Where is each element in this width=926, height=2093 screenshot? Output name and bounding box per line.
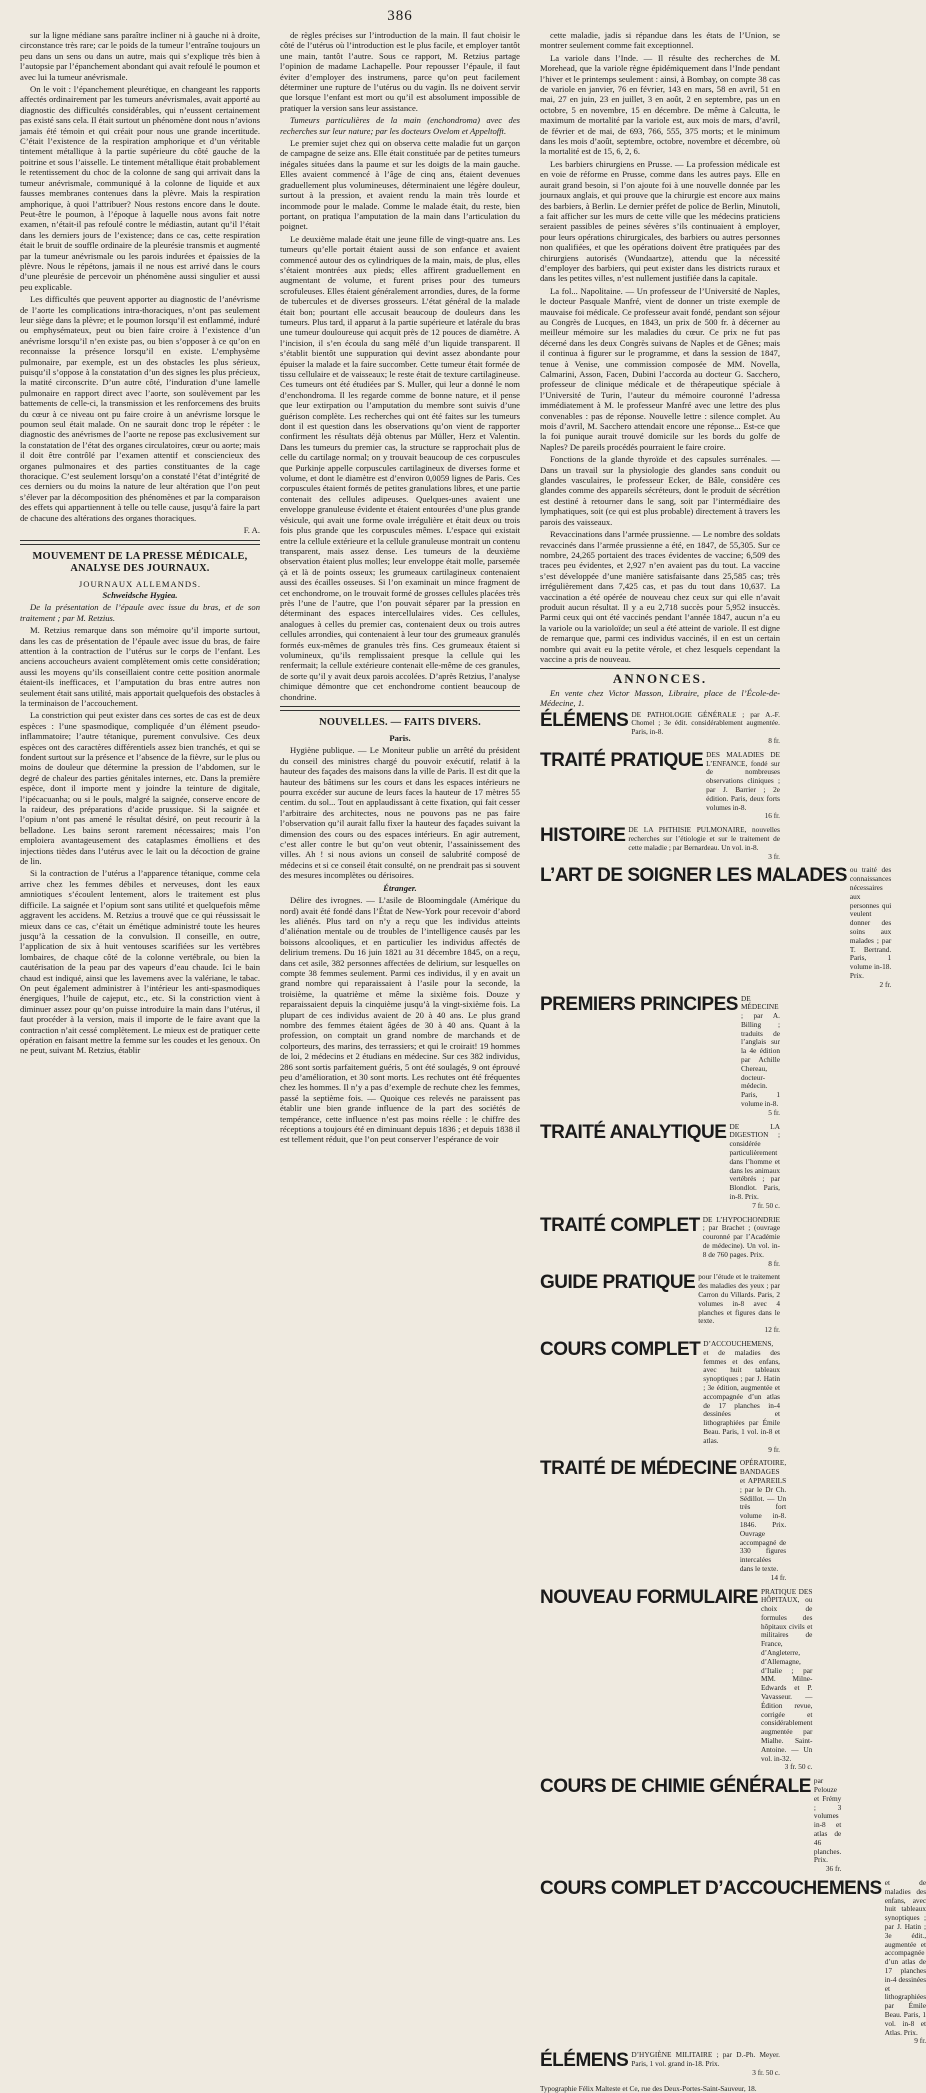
ad-title: L’ART DE SOIGNER LES MALADES <box>540 865 847 887</box>
advertisement <box>540 865 892 989</box>
divider <box>540 668 780 669</box>
ad-price: 3 fr. 50 c. <box>784 1762 813 1772</box>
advertisement <box>540 1340 780 1454</box>
divider <box>280 706 520 707</box>
ad-price: 2 fr. <box>879 979 892 989</box>
ad-title: COURS COMPLET <box>540 1338 701 1360</box>
section-subheading: JOURNAUX ALLEMANDS. <box>78 578 202 589</box>
paragraph: Revaccinations dans l’armée prussienne. — Le nombre des soldats revaccinés dans l’armée prussienne a été, en 1847, de 55,305. Sur ce nombre, 24,265 portaient des traces évidentes de vaccine; 6,509 des traces peu évidentes, et 2,927 n’en avaient pas du tout. La vaccine s’est développée d’une manière satisfaisante dans 25,585 cas; très irrégulièrement dans 7,425 cas, et pas du tout dans 10,637. La vaccination a été opérée de nouveau chez ceux sur qui elle n’avait produit aucun résultat. Il y a eu 2,718 succès pour 5,952 insuccès. Parmi ceux qui ont été vaccinés pendant l’année 1847, aucun n’a eu la variole ou la varioloïde; un seul a été atteint de variole. Il est digne de remarque que, parmi ces individus vaccinés, il en est un certain nombre qui avait eu la petite vérole, et chez lesquels cependant la vaccine a pris de nouveau. <box>540 529 780 664</box>
printer-footer: Typographie Félix Malteste et Ce, rue des Deux-Portes-Saint-Sauveur, 18. <box>540 2083 757 2093</box>
ad-description <box>698 1273 780 1335</box>
ad-description-text: DE L’HYPOCHONDRIE ; par Brachet ; (ouvrage couronné par l’Académie de médecine). Un vol. in-8 de 760 pages. Prix. <box>702 1214 780 1259</box>
divider <box>20 544 260 545</box>
ad-description <box>885 1879 926 2046</box>
ad-description <box>703 1216 780 1269</box>
ad-description-text: DE MÉDECINE ; par A. Billing ; traduits de l’anglais sur la 4e édition par Achille Chereau, docteur-médecin. Paris, 1 volume in-8. <box>740 993 780 1109</box>
ad-title: PREMIERS PRINCIPES <box>540 993 738 1015</box>
ad-description-text: DE LA DIGESTION ; considérée particulièrement dans l’homme et dans les animaux vertébrés ; par Blondlot. Paris, in-8. Prix. <box>729 1121 780 1202</box>
advertisement <box>540 826 780 861</box>
paragraph: Les difficultés que peuvent apporter au diagnostic de l’anévrisme de l’aorte les complications intra-thoraciques, n’ont pas seulement leur siège dans la plèvre; et le poumon lorsqu’il est enflammé, induré ou emphysémateux, peut ou bien faire croire à l’existence d’un anévrisme lorsqu’il n’en existe pas, ou bien s’opposer à ce qu’on en reconnaisse la présence lorsqu’il en existe. L’emphysème pulmonaire, par exemple, est un des obstacles les plus sérieux, puisqu’il s’oppose à la constatation d’un des signes les plus précieux, la matité circonscrite. D’un autre côté, l’induration d’une lamelle pulmonaire en rapport direct avec l’aorte, son soulèvement par les battements de celle-ci, la transmission et les renforcemens des bruits du cœur à ce niveau ont pu faire croire à un anévrisme lorsque le poumon seul était malade. On ne saurait donc trop le répéter : le diagnostic des anévrismes de l’aorte ne repose pas exclusivement sur la constatation de l’état des organes circulatoires, cœur ou aorte; mais il doit être contrôlé par l’examen attentif et consciencieux des organes pulmonaires et des parties constituantes de la cage thoracique. C’est seulement lorsqu’on a constaté l’état d’intégrité de ces derniers ou du moins la nature de leur altération que l’on peut s’élever par la décomposition des phénomènes et par la comparaison des effets qui appartiennent à telle ou telle cause, jusqu’à faire la part de chacune des altérations des organes thoraciques. <box>20 294 260 523</box>
paragraph: Fonctions de la glande thyroïde et des capsules surrénales. — Dans un travail sur la physiologie des glandes sans conduit ou glandes vasculaires, le professeur Ecker, de Bâle, considère ces glandes comme des appareils sécréteurs, dont le produit de sécrétion est destiné à retourner dans le sang, soit par l’intermédiaire des lymphatiques, soit (ce qui est plus probable) directement à travers les parois des vaisseaux. <box>540 454 780 527</box>
ad-title: TRAITÉ PRATIQUE <box>540 749 704 771</box>
ad-price: 7 fr. 50 c. <box>752 1200 780 1210</box>
column-1 <box>20 30 260 1110</box>
ad-description-text: et de maladies des enfans, avec huit tableaux synoptiques ; par J. Hatin ; 3e édit., augmentée et accompagnée d’un atlas de 17 planches in-4 dessinées et lithographiées par Émile Beau. Paris, 1 vol. in-8 et Atlas. Prix. <box>884 1878 926 2037</box>
ad-description <box>729 1123 780 1211</box>
ad-description <box>741 995 780 1118</box>
ad-description <box>761 1588 812 1773</box>
ad-title: TRAITÉ COMPLET <box>540 1214 700 1236</box>
ad-title: ÉLÉMENS <box>540 2050 629 2072</box>
ad-title: COURS DE CHIMIE GÉNÉRALE <box>540 1776 811 1798</box>
column-3 <box>540 30 926 2093</box>
paragraph: cette maladie, jadis si répandue dans les états de l’Union, se montrer seulement comme fait exceptionnel. <box>540 30 780 51</box>
signature: F. A. <box>243 525 260 536</box>
ad-price: 36 fr. <box>825 1864 842 1874</box>
ads-intro: En vente chez Victor Masson, Libraire, place de l’École-de-Médecine, 1. <box>540 687 780 709</box>
advertisement <box>540 995 780 1118</box>
news-paris-heading: Paris. <box>389 733 411 743</box>
ad-description-text: pour l’étude et le traitement des maladies des yeux ; par Carron du Villards. Paris, 2 volumes in-8 avec 4 planches et figures dans le texte. <box>698 1272 780 1326</box>
ad-price: 3 fr. <box>768 851 780 861</box>
ad-price: 12 fr. <box>764 1325 780 1335</box>
paragraph: Le premier sujet chez qui on observa cette maladie fut un garçon de campagne de seize ans. Elle était constituée par de petites tumeurs inégales situées dans la paume et sur les doigts de la main gauche. Elles avaient commencé à l’âge de cinq ans, étaient devenues graduellement plus volumineuses, déterminaient une légère douleur, surtout à la pression, et avaient rendu la main très lourde et incommode pour le malade. Comme le malade était, du reste, bien portant, on pratiqua l’amputation de la main dans l’articulation du poignet. <box>280 138 520 232</box>
news-foreign-heading: Étranger. <box>383 882 417 893</box>
news-heading: NOUVELLES. — FAITS DIVERS. <box>319 717 481 728</box>
paragraph: Le deuxième malade était une jeune fille de vingt-quatre ans. Les tumeurs qu’elle portait étaient aussi de son enfance et avaient commencé autour des os cylindriques de la main, mais, de plus, elles s’étaient montrées aux pieds; elles affirent graduellement en augmentant de volume, et furent prises pour des tumeurs scrofuleuses. Elles étaient généralement arrondies, dures, de la forme de tubercules et de diverses grosseurs. L’état général de la malade était bon; pourtant elle accusait beaucoup de douleurs dans les tumeurs. Plus tard, il apparut à la partie supérieure et latérale du bras une tumeur douloureuse qui acquit près de 12 pouces de diamètre. A l’incision, il s’en écoula du sang mêlé d’un liquide transparent. Il s’établit bientôt une suppuration qui devint assez abondante pour épuiser la malade et la faire succomber. Cette tumeur était formée de tissu cellulaire et de vaisseaux; le reste était de texture cartilagineuse. Ces tumeurs ont été étudiées par S. Muller, qui leur a donné le nom d’enchondroma. Il les regarde comme de bonne nature, et il pense que leur extirpation ou l’amputation du membre sont suivis d’une guérison complète. Les recherches qui ont été faites sur les tumeurs dont il est question dans les observations qu’on vient de rapporter confirment les résultats déjà obtenus par Müller, Herz et Valentin. Dans les tumeurs du premier cas, la structure se rapprochait plus de celle du cartilage normal; on y trouvait beaucoup de ces corpuscules que Purkinje appelle corpuscules cartilagineux de diverses forme et volume, et dont le diamètre est d’environ 0,0059 lignes de Paris. Ces corpuscules étaient formés de petites granulations libres, et une partie contenait des cellules adipeuses. Quelques-unes avaient une enveloppe granuleuse évidente et étaient entourées d’une plus grande vésicule, qui avait une forme ovale irrégulière et était deux ou trois fois plus grande que les corpuscules mêmes. L’espace qui existait entre la cellule extérieure et la cellule granuleuse montrait un contenu transparent, mais assez dense. Les tumeurs de la deuxième observation étaient plus molles; leur enveloppe était molle, parsemée çà et là de points osseux; les grumeaux cartilagineux contenaient aussi des écailles osseuses. Si l’on examinait un mince fragment de cet enchondrome, on le trouvait formé de grosses cellules placées très près l’une de l’autre, que l’on pouvait séparer par la pression en déterminant des espaces intercellulaires vides. Ces cellules, analogues à celles du premier cas, contenaient deux ou trois autres cellules arrondies, qui contenaient à leur tour des grumeaux granulés formés eux-mêmes de granules très fins. Ces grumeaux étaient si volumineux, qu’ils remplissaient presque la cellule qui les renfermait; la cellule extérieure contenait elle-même de ces granules, de sorte qu’il y avait deux parois accolées. D’après Retzius, l’analyse chimique démontre que cet enchondrome contient beaucoup de chondrine. <box>280 233 520 702</box>
ad-price: 9 fr. <box>768 1444 780 1454</box>
ad-description <box>814 1777 841 1874</box>
paragraph: La fol... Napolitaine. — Un professeur de l’Université de Naples, le docteur Pasquale Manfré, vient de donner un triste exemple de mauvaise foi médicale. Ce professeur avait fondé, pendant son séjour au Congrès de Lucques, en 1843, un prix de 500 fr. à décerner au meilleur mémoire sur les maladies du cœur. Ce prix ne fut pas décerné dans les deux Congrès suivans de Naples et de Gênes; mais il continua à figurer sur le programme, et dans la session de 1847, tenue à Venise, une commission composée de MM. Novella, Calmarini, Asson, Facen, Dubini l’accorda au docteur G. Sacchero, professeur de clinique médicale et de thérapeutique spéciale à l’Université de Turin, l’auteur du mémoire couronné l’adressa immédiatement à M. le professeur Manfré avec une lettre des plus convenables : pas de réponse. Nouvelle lettre : silence complet. Au mois d’avril, M. Sacchero attendait encore une réponse... Est-ce que la foi punique aurait trouvé domicile sur les bords du golfe de Naples? De pareils procédés pourraient le faire croire. <box>540 285 780 452</box>
paragraph: La constriction qui peut exister dans ces sortes de cas est de deux espèces : l’une spasmodique, compliquée d’un élément pseudo-inflammatoire; l’autre tétanique, purement convulsive. Ces deux espèces ont des caractères différentiels assez bien tranchés, et qui se fondent surtout sur la présence et l’absence de la fièvre, sur le plus ou moins de douleur que détermine la pression de l’abdomen, sur le degré de chaleur des parties génitales internes, etc. Dans la première espèce, dont il importe ment y joindre la teinture de digitale, l’ipécacuanha; ou si le pouls, malgré la saignée, conserve encore de la raideur, des préparations d’acide prussique. Si la saignée et l’opium n’ont pas amené le résultat désiré, on peut recourir à la belladone. Les bains seront rarement nécessaires; mais l’on emploiera avantageusement des cataplasmes émolliens et des injections tièdes dans l’utérus avec le lait ou la décoction de graine de lin. <box>20 710 260 867</box>
ad-description <box>703 1340 780 1454</box>
ads-heading: ANNONCES. <box>612 671 708 687</box>
advertisement <box>540 751 780 821</box>
advertisement <box>540 1273 780 1335</box>
ad-description-text: OPÉRATOIRE, BANDAGES et APPAREILS ; par le Dr Ch. Sédillot. — Un très fort volume in-8. 1846. Prix. Ouvrage accompagné de 330 figures intercalées dans le texte. <box>739 1458 787 1573</box>
ad-price: 16 fr. <box>764 811 780 821</box>
advertisement <box>540 1216 780 1269</box>
paragraph: Les barbiers chirurgiens en Prusse. — La profession médicale est en voie de réforme en Prusse, comme dans les autres pays. Elle en aurait grand besoin, si l’on ajoute foi à une nouvelle donnée par les journaux anglais, et qui prouve que la chirurgie est encore aux mains des barbiers, à Berlin. Le dernier préfet de police de Berlin, Minutoli, a fait afficher sur les murs de cette ville que les médecins praticiens seraient passibles de peines sévères s’ils continuaient à employer, pour leurs opérations chirurgicales, des barbiers ou autres personnes non qualifiées, et que les opérations doivent être pratiquées par des chirurgiens autorisés (Wundaartze), attendu que la nécessité d’employer des barbiers, qui peut exister dans les districts ruraux et dans les petites villes, n’est nullement justifiée dans la capitale. <box>540 158 780 284</box>
ad-description <box>740 1459 786 1582</box>
ad-description <box>631 2051 780 2077</box>
ad-description-text: D’ACCOUCHEMENS, et de maladies des femmes et des enfans, avec huit tableaux synoptiques ; par J. Hatin ; 3e édition, augmentée et accompagnée d’un atlas de 17 planches in-4 dessinées et lithographiées par Émile Beau. Paris, 1 vol. in-8 et atlas. <box>703 1338 780 1445</box>
ad-title: TRAITÉ ANALYTIQUE <box>540 1121 727 1143</box>
paragraph: Si la contraction de l’utérus a l’apparence tétanique, comme cela arrive chez les femmes débiles et nerveuses, dont les eaux amniotiques s’écoulent lentement, alors le traitement est plus difficile. La saignée et l’opium sont sans utilité et quelquefois même aggravent les accidens. M. Retzius a trouvé que ce qui réussissait le mieux dans ce cas, c’était un émétique administré toute les heures jusqu’à la cessation de la convulsion. Il conseille, en outre, l’application de six à huit ventouses scarifiées sur les vertèbres lombaires, de chaque côté de la colonne vertébrale, ou bien la cautérisation de la peau par des vapeurs d’eau chaude. Ici le bain chaud est indiqué, ainsi que les lavemens avec la valériane, le tabac. On peut également administrer à l’intérieur les anti-spasmodiques énergiques, l’huile de cajeput, etc., etc. Si la constriction vient à diminuer assez pour qu’on puisse introduire la main dans l’utérus, il faut procéder à la version, mais il importe de le faire avant que la contraction n’ait cessé complètement. Le mieux est de pratiquer cette opération en faisant mettre la femme sur les coudes et les genoux. On ne peut, suivant M. Retzius, établir <box>20 868 260 1056</box>
ad-title: ÉLÉMENS <box>540 709 629 731</box>
ad-title: NOUVEAU FORMULAIRE <box>540 1586 758 1608</box>
ad-title: HISTOIRE <box>540 825 626 847</box>
paragraph: M. Retzius remarque dans son mémoire qu’il importe surtout, dans les cas de présentation de l’épaule avec issue du bras, de faire attention à la contraction de l’utérus sur le corps de l’enfant. Les anciens accoucheurs avaient complètement omis cette considération; aussi les moyens qu’ils conseillaient contre cette position anormale étaient-ils inefficaces, et l’amputation du bras entre autres non seulement était sans utilité, mais apportait quelquefois des obstacles à la terminaison de l’accouchement. <box>20 625 260 708</box>
ad-price: 3 fr. 50 c. <box>752 2067 780 2077</box>
paragraph: de règles précises sur l’introduction de la main. Il faut choisir le côté de l’utérus où l’introduction est le plus facile, et employer tantôt une main, tantôt l’autre. Sous ce rapport, M. Retzius partage l’opinion de madame Lachapelle. Pour repousser l’épaule, il faut éviter d’employer des instrumens, parce qu’on peut facilement déterminer une rupture de l’utérus ou du vagin. Ils ne doivent servir que lorsque l’enfant est mort ou qu’il est absolument impossible de pratiquer la version sans leur assistance. <box>280 30 520 113</box>
paragraph: Délire des ivrognes. — L’asile de Bloomingdale (Amérique du nord) avait été fondé dans l’État de New-York pour recevoir d’abord les aliénés. Plus tard on n’y a reçu que les individus atteints d’aliénation mentale ou de troubles de l’intelligence causés par les boissons alcooliques, et en particulier les individus affectés de delirium tremens. Du 16 juin 1821 au 31 décembre 1845, on a reçu, dans cet asile, 382 personnes affectées de delirium, sur lesquelles on compte 38 femmes seulement. Parmi ces individus, il y en avait un grand nombre qui reparaissaient à l’asile pour la seconde, la troisième, la quatrième et même la sixième fois. Douze y reparaissaient depuis la cinquième jusqu’à la vingt-sixième fois. La plupart de ces individus avaient de 20 à 40 ans. Le plus grand nombre des femmes étaient âgées de 30 à 40 ans. Quant à la profession, on comptait un grand nombre de marchands et de colporteurs, des marins, des terrassiers; et qui le croirait! 19 hommes de loi, 2 médecins et 2 étudians en médecine. Sur ces 382 individus, 286 sont sortis parfaitement guéris, 5 ont été soulagés, 9 ont éprouvé peu d’amélioration, et 30 sont morts. Les rechutes ont été fréquentes chez les hommes. Il n’y a pas d’exemple de rechute chez les femmes, passé la septième fois. — Quoique ces relevés ne paraissent pas établir une bien grande influence de la part des sociétés de tempérance, cette influence n’est pas moins réelle : le chiffre des réceptions a toujours été en diminuant depuis 1836 ; et depuis 1838 il est tellement réduit, que l’on peut conserver l’espérance de voir <box>280 895 520 1145</box>
ads-list <box>540 709 926 2078</box>
ad-description-text: PRATIQUE DES HÔPITAUX, ou choix de formules des hôpitaux civils et militaires de France, d’Angleterre, d’Allemagne, d’Italie ; par MM. Milne-Edwards et P. Vavasseur. — Édition revue, corrigée et considérablement augmentée par Mialhe. Saint-Antoine. — Un vol. in-32. <box>760 1586 813 1763</box>
ad-description <box>850 866 891 989</box>
ad-description <box>631 711 780 746</box>
ad-title: GUIDE PRATIQUE <box>540 1272 696 1294</box>
paragraph: La variole dans l’Inde. — Il résulte des recherches de M. Morehead, que la variole règne épidémiquement dans l’Inde pendant l’hiver et le printemps seulement : ainsi, à Bombay, on compte 38 cas de variole en janvier, 76 en février, 143 en mars, 58 en avril, 51 en mai, 27 en juin, 23 en juillet, 3 en août, 2 en septembre, pas un en octobre, 5 en novembre, 15 en décembre. De même à Calcutta, le maximum de mortalité par la variole est, aux mois de mars, d’avril, de février et de mai, de 693, 766, 555, 375 morts; et le minimum dans les mois d’août, septembre, octobre, novembre et décembre, où la mortalité est de 15, 6, 2, 6. <box>540 52 780 157</box>
page-number: 386 <box>387 8 413 24</box>
ad-price: 5 fr. <box>768 1107 780 1117</box>
ad-description-text: par Pelouze et Frémy ; 3 volumes in-8 et atlas de 46 planches. Prix. <box>813 1776 842 1865</box>
divider <box>20 540 260 541</box>
paragraph: Hygiène publique. — Le Moniteur publie un arrêté du président du conseil des ministres chargé du pouvoir exécutif, relatif à la hauteur des façades des maisons dans la ville de Paris. Il est dit que la hauteur des bâtimens sur les cours et dans les espaces intérieurs ne pourra excéder sur aucune de leurs faces la hauteur de 17 mètres 55 centim. du sol... Tout en applaudissant à cette fixation, qui fait cesser l’arbitraire des architectes, nous ne pouvons pas ne pas faire l’observation qu’il aurait fallu fixer la hauteur des façades suivant la dimension des cours ou des espaces intérieurs. En agir autrement, c’est aller contre le but qu’on veut obtenir, l’assainissement des villes. Ah ! si nous avions un conseil de salubrité composé de médecins et si ce conseil était consulté, on ne prendrait pas si souvent des mesures incomplètes ou dérisoires. <box>280 745 520 881</box>
ad-description-text: D’HYGIÈNE MILITAIRE ; par D.-Ph. Meyer. Paris, 1 vol. grand in-18. Prix. <box>631 2050 780 2068</box>
ad-price: 9 fr. <box>914 2036 926 2046</box>
ad-price: 14 fr. <box>770 1572 787 1582</box>
ad-price: 8 fr. <box>768 735 780 745</box>
advertisement <box>540 1586 813 1773</box>
advertisement <box>540 1878 926 2046</box>
ad-title: COURS COMPLET D’ACCOUCHEMENS <box>540 1878 882 1899</box>
paragraph: On le voit : l’épanchement pleurétique, en changeant les rapports affectés ordinairement par les tumeurs anévrismales, avait apporté au diagnostic des difficultés considérables, qui n’eussent certainement pas existé sans cela. Il était surtout un phénomène dont nous n’avions jamais été témoin et qui créait pour nous une grande incertitude. C’était l’existence de la respiration amphorique et d’un véritable tintement métallique à la partie supérieure du côté gauche de la poitrine et sous l’aisselle. Le tintement métallique était probablement le retentissement du choc de la colonne de sang qui arrivait dans la tumeur anévrismale, communiqué à la colonne de liquide et aux fausses membranes contenues dans la plèvre. Mais la respiration amphorique, à quoi l’attribuer? Nous restons encore dans le doute. Peut-être le poumon, à l’époque à laquelle nous avons fait notre examen, n’était-il pas refoulé contre le médiastin, autant qu’il l’était dans les derniers jours de l’existence; dans ce cas, cette respiration était le bruit de souffle ordinaire de la pleurésie transmis et augmenté par la tumeur anévrismale ou les parois indurées et épaissies de la plèvre. Nous le répétons, jamais il ne nous est arrivé dans le cours d’une pleurésie de percevoir un phénomène aussi singulier et aussi peu explicable. <box>20 84 260 292</box>
ad-description-text: DES MALADIES DE L’ENFANCE, fondé sur de nombreuses observations cliniques ; par J. Barrier ; 2e édition. Paris, deux forts volumes in-8. <box>706 749 780 812</box>
ad-price: 8 fr. <box>768 1258 780 1268</box>
advertisement <box>540 1123 780 1211</box>
divider <box>280 710 520 711</box>
ad-title: TRAITÉ DE MÉDECINE <box>540 1458 737 1480</box>
ad-description-text: ou traité des connaissances nécessaires aux personnes qui veulent donner des soins aux malades ; par T. Bertrand. Paris, 1 volume in-18. Prix. <box>849 865 892 980</box>
article-title: De la présentation de l’épaule avec issue du bras, et de son traitement ; par M. Retzius. <box>20 602 260 623</box>
ad-description-text: DE PATHOLOGIE GÉNÉRALE ; par A.-F. Chomel ; 3e édit. considérablement augmentée. Paris, in-8. <box>631 709 780 737</box>
ad-description <box>628 826 780 861</box>
advertisement <box>540 711 780 746</box>
advertisement <box>540 1458 787 1582</box>
section-heading: MOUVEMENT DE LA PRESSE MÉDICALE, ANALYSE DES JOURNAUX. <box>32 550 248 574</box>
journal-name: Schweidsche Hygiea. <box>102 589 178 600</box>
article-title: Tumeurs particulières de la main (enchondroma) avec des recherches sur leur nature; par les docteurs Ovelom et Appeltofft. <box>280 115 520 136</box>
ad-description-text: DE LA PHTHISIE PULMONAIRE, nouvelles recherches sur l’étiologie et sur le traitement de cette maladie ; par Bernardeau. Un vol. in-8. <box>628 825 780 852</box>
column-2 <box>280 30 520 1145</box>
ad-description <box>706 751 780 821</box>
advertisement <box>540 2051 780 2077</box>
paragraph: sur la ligne médiane sans paraître incliner ni à gauche ni à droite, circonstance très rare; car le poids de la tumeur l’entraîne toujours un peu dans un sens ou dans un autre, mais qui s’explique très bien à l’autopsie par l’épanchement abondant qui avait refoulé le poumon et avec lui la tumeur anévrismale. <box>20 30 260 82</box>
advertisement <box>540 1776 842 1874</box>
